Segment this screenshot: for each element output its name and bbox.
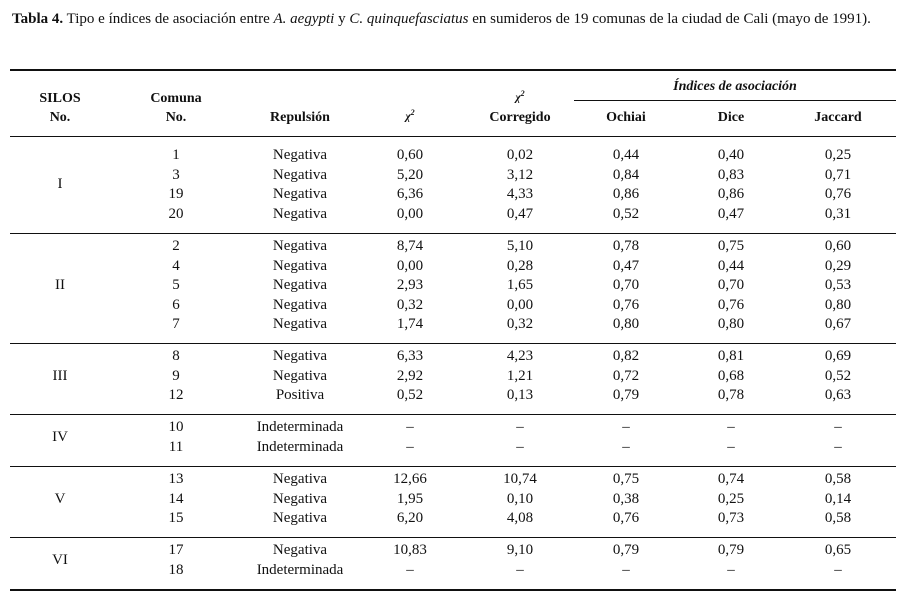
- cell-chi2: 2,93: [396, 277, 424, 293]
- cell-ochiai: 0,79: [612, 542, 640, 558]
- cell-dice: –: [727, 438, 735, 455]
- cell-ochiai: 0,44: [612, 147, 640, 163]
- cell-comuna: 1: [172, 147, 180, 163]
- cell-dice: 0,76: [717, 296, 745, 313]
- cell-repulsion: Negativa: [272, 147, 328, 163]
- chi-exponent: 2: [410, 108, 415, 117]
- cell-repulsion: Negativa: [272, 296, 328, 313]
- header-comuna: Comuna: [150, 91, 202, 106]
- group-separator: [10, 414, 896, 415]
- silos-label: I: [57, 176, 63, 193]
- cell-repulsion: Negativa: [272, 238, 328, 254]
- header-rule: [10, 136, 896, 137]
- header-silos: SILOS: [39, 91, 81, 106]
- cell-ochiai: 0,80: [612, 316, 640, 332]
- cell-ochiai: 0,82: [612, 348, 640, 364]
- cell-jaccard: –: [834, 419, 842, 435]
- cell-comuna: 6: [172, 296, 180, 313]
- cell-comuna: 18: [168, 561, 184, 578]
- cell-comuna: 2: [172, 238, 180, 254]
- cell-chi2: –: [406, 561, 414, 578]
- cell-repulsion: Positiva: [275, 387, 325, 403]
- cell-ochiai: –: [622, 419, 630, 435]
- cell-ochiai: 0,78: [612, 238, 640, 254]
- cell-ochiai: 0,79: [612, 387, 640, 403]
- cell-dice: 0,86: [717, 186, 745, 202]
- header-comuna-no: No.: [165, 110, 187, 125]
- cell-repulsion: Negativa: [272, 542, 328, 558]
- cell-comuna: 13: [168, 471, 184, 487]
- cell-jaccard: –: [834, 438, 842, 455]
- cell-ochiai: 0,86: [612, 186, 640, 202]
- cell-corregido: 5,10: [506, 238, 534, 254]
- cell-comuna: 8: [172, 348, 180, 364]
- cell-jaccard: 0,71: [824, 166, 852, 183]
- cell-chi2: 6,36: [396, 186, 424, 202]
- cell-dice: 0,25: [717, 490, 745, 507]
- cell-dice: 0,47: [717, 205, 745, 222]
- cell-ochiai: –: [622, 438, 630, 455]
- cell-jaccard: 0,52: [824, 367, 852, 384]
- cell-repulsion: Negativa: [272, 166, 328, 183]
- cell-comuna: 17: [168, 542, 184, 558]
- cell-chi2: –: [406, 419, 414, 435]
- cell-dice: 0,40: [717, 147, 745, 163]
- cell-corregido: –: [516, 561, 524, 578]
- cell-corregido: 4,08: [506, 510, 534, 526]
- cell-corregido: 0,28: [506, 257, 534, 274]
- cell-repulsion: Negativa: [272, 490, 328, 507]
- header-chi-square: [390, 107, 430, 123]
- cell-jaccard: 0,63: [824, 387, 852, 403]
- cell-jaccard: 0,29: [824, 257, 852, 274]
- cell-repulsion: Negativa: [272, 186, 328, 202]
- cell-corregido: 0,00: [506, 296, 534, 313]
- cell-comuna: 10: [168, 419, 184, 435]
- cell-chi2: –: [406, 438, 414, 455]
- cell-ochiai: 0,75: [612, 471, 640, 487]
- caption-text-1: Tipo e índices de asociación entre: [66, 11, 270, 27]
- caption-text-2: y: [338, 11, 346, 27]
- cell-repulsion: Negativa: [272, 348, 328, 364]
- cell-comuna: 4: [172, 257, 180, 274]
- cell-ochiai: 0,84: [612, 166, 640, 183]
- cell-corregido: 1,65: [506, 277, 534, 293]
- cell-chi2: 12,66: [393, 471, 427, 487]
- cell-repulsion: Negativa: [272, 510, 328, 526]
- cell-corregido: 4,33: [506, 186, 534, 202]
- cell-jaccard: 0,58: [824, 510, 852, 526]
- cell-dice: 0,74: [717, 471, 745, 487]
- cell-comuna: 7: [172, 316, 180, 332]
- cell-dice: 0,44: [717, 257, 745, 274]
- cell-comuna: 14: [168, 490, 184, 507]
- cell-ochiai: 0,52: [612, 205, 640, 222]
- cell-comuna: 15: [168, 510, 184, 526]
- cell-dice: –: [727, 561, 735, 578]
- cell-ochiai: 0,76: [612, 510, 640, 526]
- header-corregido: Corregido: [489, 110, 551, 125]
- header-jaccard: Jaccard: [814, 110, 862, 125]
- cell-ochiai: 0,72: [612, 367, 640, 384]
- cell-dice: 0,81: [717, 348, 745, 364]
- bottom-rule: [10, 589, 896, 591]
- cell-jaccard: 0,80: [824, 296, 852, 313]
- header-silos-no: No.: [49, 110, 71, 125]
- table-caption: [12, 10, 896, 28]
- header-repulsion: Repulsión: [270, 110, 330, 125]
- cell-jaccard: –: [834, 561, 842, 578]
- top-rule: [10, 69, 896, 71]
- cell-corregido: 3,12: [506, 166, 534, 183]
- cell-corregido: 0,47: [506, 205, 534, 222]
- cell-repulsion: Negativa: [272, 205, 328, 222]
- cell-dice: 0,79: [717, 542, 745, 558]
- cell-jaccard: 0,76: [824, 186, 852, 202]
- caption-species-1: A. aegypti: [273, 11, 335, 27]
- cell-corregido: 1,21: [506, 367, 534, 384]
- cell-corregido: 0,10: [506, 490, 534, 507]
- cell-corregido: 0,13: [506, 387, 534, 403]
- cell-chi2: 6,20: [396, 510, 424, 526]
- cell-dice: 0,73: [717, 510, 745, 526]
- cell-dice: 0,75: [717, 238, 745, 254]
- cell-repulsion: Indeterminada: [256, 561, 344, 578]
- silos-label: II: [55, 277, 65, 293]
- cell-dice: –: [727, 419, 735, 435]
- cell-chi2: 0,32: [396, 296, 424, 313]
- cell-comuna: 5: [172, 277, 180, 293]
- cell-chi2: 2,92: [396, 367, 424, 384]
- group-separator: [10, 466, 896, 467]
- cell-repulsion: Negativa: [272, 471, 328, 487]
- cell-dice: 0,78: [717, 387, 745, 403]
- cell-repulsion: Negativa: [272, 367, 328, 384]
- cell-chi2: 10,83: [393, 542, 427, 558]
- group-separator: [10, 537, 896, 538]
- cell-jaccard: 0,69: [824, 348, 852, 364]
- cell-comuna: 11: [168, 438, 184, 455]
- cell-ochiai: –: [622, 561, 630, 578]
- cell-chi2: 0,00: [396, 205, 424, 222]
- cell-jaccard: 0,67: [824, 316, 852, 332]
- cell-corregido: 0,02: [506, 147, 534, 163]
- cell-chi2: 5,20: [396, 166, 424, 183]
- header-indices-group: Índices de asociación: [673, 79, 797, 94]
- cell-comuna: 3: [172, 166, 180, 183]
- cell-chi2: 8,74: [396, 238, 424, 254]
- cell-jaccard: 0,14: [824, 490, 852, 507]
- cell-repulsion: Negativa: [272, 277, 328, 293]
- cell-comuna: 19: [168, 186, 184, 202]
- cell-jaccard: 0,53: [824, 277, 852, 293]
- cell-comuna: 20: [168, 205, 184, 222]
- cell-jaccard: 0,65: [824, 542, 852, 558]
- cell-dice: 0,80: [717, 316, 745, 332]
- caption-text-3: en sumideros de 19 comunas de la ciudad de Cali (mayo de 1991).: [472, 11, 871, 27]
- header-dice: Dice: [717, 110, 745, 125]
- cell-jaccard: 0,58: [824, 471, 852, 487]
- cell-corregido: –: [516, 419, 524, 435]
- cell-repulsion: Indeterminada: [256, 438, 344, 455]
- caption-label: Tabla 4.: [12, 11, 64, 27]
- cell-jaccard: 0,31: [824, 205, 852, 222]
- group-separator: [10, 233, 896, 234]
- silos-label: VI: [52, 551, 68, 568]
- cell-ochiai: 0,47: [612, 257, 640, 274]
- cell-repulsion: Negativa: [272, 316, 328, 332]
- cell-corregido: 4,23: [506, 348, 534, 364]
- silos-label: V: [54, 490, 66, 507]
- cell-corregido: 10,74: [503, 471, 537, 487]
- cell-comuna: 12: [168, 387, 184, 403]
- cell-jaccard: 0,25: [824, 147, 852, 163]
- cell-corregido: 9,10: [506, 542, 534, 558]
- cell-dice: 0,70: [717, 277, 745, 293]
- caption-species-2: C. quinquefasciatus: [349, 11, 469, 27]
- cell-ochiai: 0,70: [612, 277, 640, 293]
- header-chi-square-corrected: [500, 88, 540, 104]
- cell-jaccard: 0,60: [824, 238, 852, 254]
- cell-repulsion: Indeterminada: [256, 419, 344, 435]
- chi-symbol-2: χ: [515, 91, 521, 104]
- cell-corregido: –: [516, 438, 524, 455]
- silos-label: III: [52, 367, 68, 384]
- silos-label: IV: [52, 428, 68, 445]
- cell-dice: 0,68: [717, 367, 745, 384]
- cell-chi2: 6,33: [396, 348, 424, 364]
- cell-chi2: 1,74: [396, 316, 424, 332]
- cell-corregido: 0,32: [506, 316, 534, 332]
- header-ochiai: Ochiai: [606, 110, 646, 125]
- cell-dice: 0,83: [717, 166, 745, 183]
- cell-ochiai: 0,76: [612, 296, 640, 313]
- cell-ochiai: 0,38: [612, 490, 640, 507]
- group-separator: [10, 343, 896, 344]
- indices-subrule: [574, 100, 896, 101]
- chi-exponent-2: 2: [520, 89, 525, 98]
- cell-comuna: 9: [172, 367, 180, 384]
- cell-chi2: 0,60: [396, 147, 424, 163]
- cell-chi2: 1,95: [396, 490, 424, 507]
- chi-symbol: χ: [405, 110, 411, 123]
- cell-repulsion: Negativa: [272, 257, 328, 274]
- cell-chi2: 0,00: [396, 257, 424, 274]
- cell-chi2: 0,52: [396, 387, 424, 403]
